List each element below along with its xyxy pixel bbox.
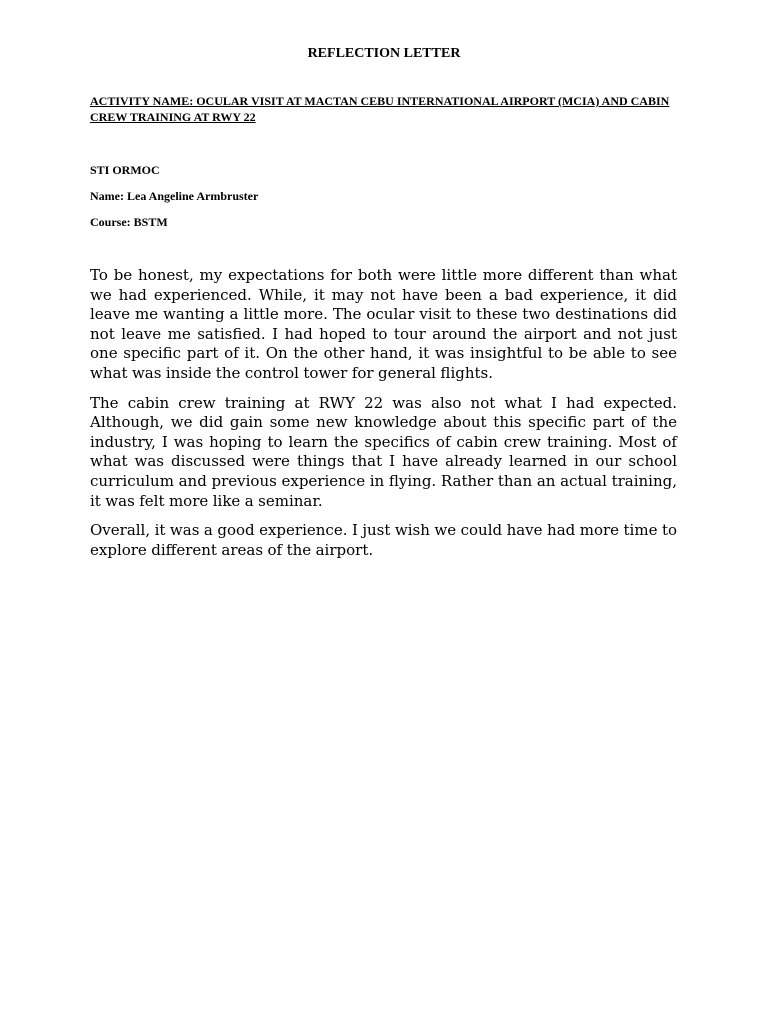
document-title: REFLECTION LETTER [307, 46, 461, 61]
body-paragraph: Overall, it was a good experience. I just wish we could have had more time to explore different areas of the airport. [90, 521, 677, 559]
student-name: Name: Lea Angeline Armbruster [90, 189, 259, 203]
activity-name: ACTIVITY NAME: OCULAR VISIT AT MACTAN CEBU INTERNATIONAL AIRPORT (MCIA) AND CABIN CREW TRAINING AT RWY 22 [90, 94, 670, 124]
course-name: Course: BSTM [90, 215, 168, 229]
letter-body [90, 266, 677, 570]
school-name: STI ORMOC [90, 163, 160, 177]
body-paragraph: The cabin crew training at RWY 22 was also not what I had expected. Although, we did gain some new knowledge about this specific part of the industry, I was hoping to learn the specifics of cabin crew training. Most of what was discussed were things that I have already learned in our school curriculum and previous experience in flying. Rather than an actual training, it was felt more like a seminar. [90, 393, 677, 510]
body-paragraph: To be honest, my expectations for both were little more different than what we had experienced. While, it may not have been a bad experience, it did leave me wanting a little more. The ocular visit to these two destinations did not leave me satisfied. I had hoped to tour around the airport and not just one specific part of it. On the other hand, it was insightful to be able to see what was inside the control tower for general flights. [90, 266, 677, 382]
